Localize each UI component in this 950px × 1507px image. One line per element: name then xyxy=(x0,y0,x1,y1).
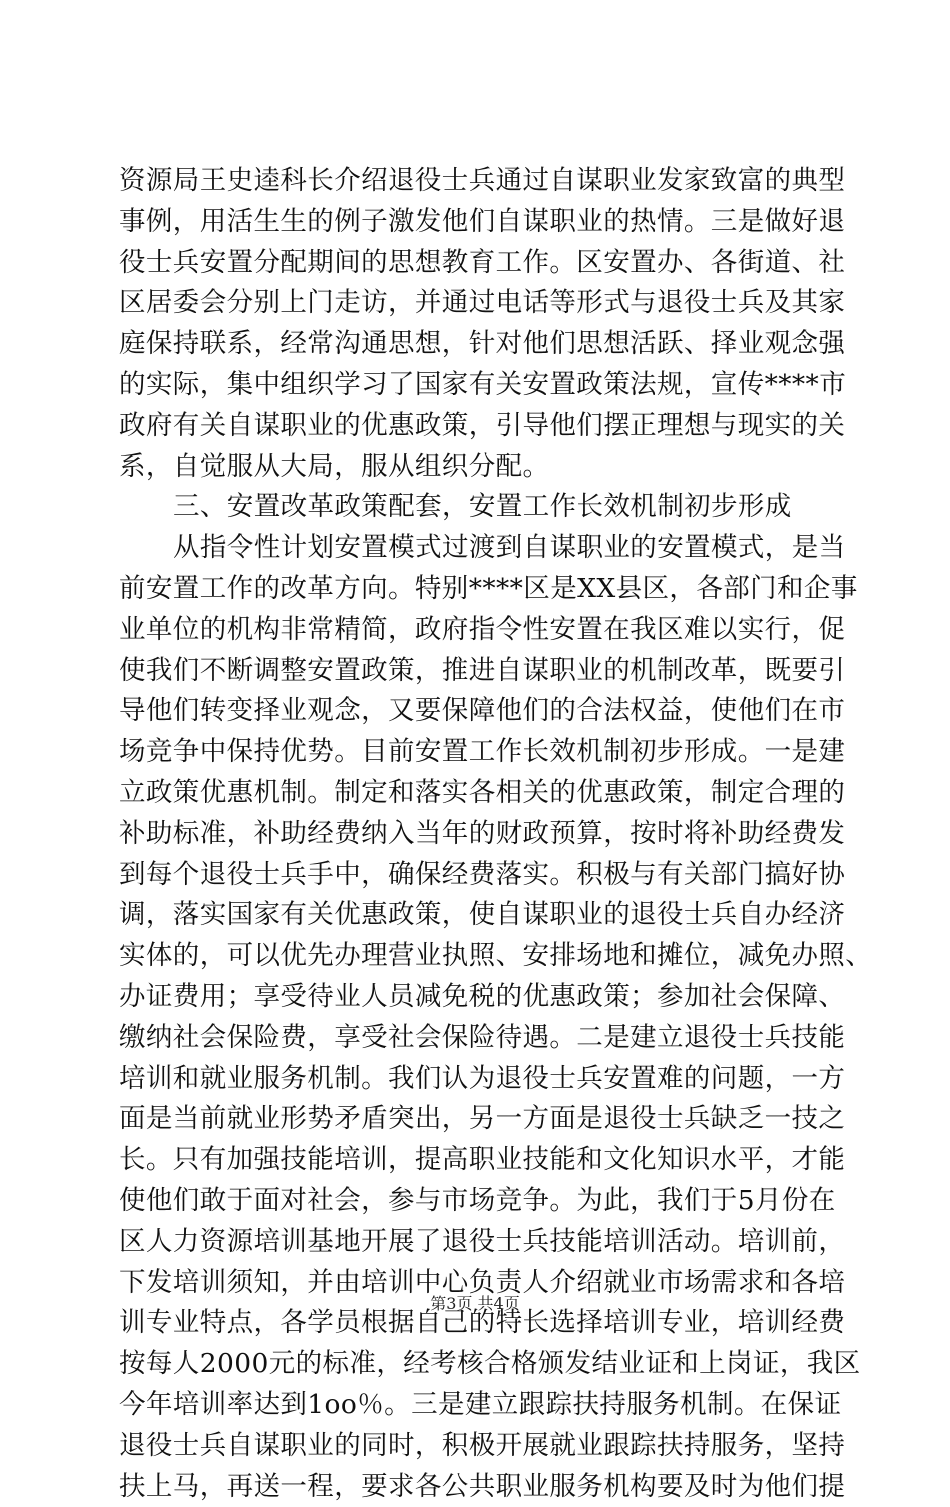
text-line: 立政策优惠机制。制定和落实各相关的优惠政策，制定合理的 xyxy=(119,773,831,814)
text-line: 到每个退役士兵手中，确保经费落实。积极与有关部门搞好协 xyxy=(119,855,831,896)
text-line: 实体的，可以优先办理营业执照、安排场地和摊位，减免办照、 xyxy=(119,936,831,977)
text-line: 使我们不断调整安置政策，推进自谋职业的机制改革，既要引 xyxy=(119,651,831,692)
text-line: 业单位的机构非常精简，政府指令性安置在我区难以实行，促 xyxy=(119,610,831,651)
text-line: 培训和就业服务机制。我们认为退役士兵安置难的问题，一方 xyxy=(119,1059,831,1100)
text-line: 系，自觉服从大局，服从组织分配。 xyxy=(119,447,831,488)
text-line: 按每人2000元的标准，经考核合格颁发结业证和上岗证，我区 xyxy=(119,1344,831,1385)
text-line: 使他们敢于面对社会，参与市场竞争。为此，我们于5月份在 xyxy=(119,1181,831,1222)
text-line: 长。只有加强技能培训，提高职业技能和文化知识水平，才能 xyxy=(119,1140,831,1181)
text-line: 今年培训率达到1oo％。三是建立跟踪扶持服务机制。在保证 xyxy=(119,1385,831,1426)
text-line: 区居委会分别上门走访，并通过电话等形式与退役士兵及其家 xyxy=(119,283,831,324)
text-line: 扶上马，再送一程，要求各公共职业服务机构要及时为他们提 xyxy=(119,1467,831,1507)
text-line: 庭保持联系，经常沟通思想，针对他们思想活跃、择业观念强 xyxy=(119,324,831,365)
page-number-label: 第3页 共4页 xyxy=(430,1294,519,1313)
text-line: 退役士兵自谋职业的同时，积极开展就业跟踪扶持服务，坚持 xyxy=(119,1426,831,1467)
text-line: 训专业特点，各学员根据自己的特长选择培训专业，培训经费 xyxy=(119,1303,831,1344)
text-line: 区人力资源培训基地开展了退役士兵技能培训活动。培训前， xyxy=(119,1222,831,1263)
text-line: 导他们转变择业观念，又要保障他们的合法权益，使他们在市 xyxy=(119,691,831,732)
text-line: 缴纳社会保险费，享受社会保险待遇。二是建立退役士兵技能 xyxy=(119,1018,831,1059)
text-line: 场竞争中保持优势。目前安置工作长效机制初步形成。一是建 xyxy=(119,732,831,773)
text-line: 事例，用活生生的例子激发他们自谋职业的热情。三是做好退 xyxy=(119,202,831,243)
text-line: 前安置工作的改革方向。特别****区是XX县区，各部门和企事 xyxy=(119,569,831,610)
text-line: 办证费用；享受待业人员减免税的优惠政策；参加社会保障、 xyxy=(119,977,831,1018)
text-line: 补助标准，补助经费纳入当年的财政预算，按时将补助经费发 xyxy=(119,814,831,855)
text-line: 调，落实国家有关优惠政策，使自谋职业的退役士兵自办经济 xyxy=(119,895,831,936)
text-line: 下发培训须知，并由培训中心负责人介绍就业市场需求和各培 xyxy=(119,1263,831,1304)
text-line: 资源局王史逵科长介绍退役士兵通过自谋职业发家致富的典型 xyxy=(119,161,831,202)
text-line: 政府有关自谋职业的优惠政策，引导他们摆正理想与现实的关 xyxy=(119,406,831,447)
text-line: 面是当前就业形势矛盾突出，另一方面是退役士兵缺乏一技之 xyxy=(119,1099,831,1140)
text-line: 的实际，集中组织学习了国家有关安置政策法规，宣传****市 xyxy=(119,365,831,406)
section-heading: 三、安置改革政策配套，安置工作长效机制初步形成 xyxy=(119,487,831,528)
text-line: 从指令性计划安置模式过渡到自谋职业的安置模式，是当 xyxy=(119,528,831,569)
text-line: 役士兵安置分配期间的思想教育工作。区安置办、各街道、社 xyxy=(119,243,831,284)
page-footer xyxy=(0,1294,950,1314)
